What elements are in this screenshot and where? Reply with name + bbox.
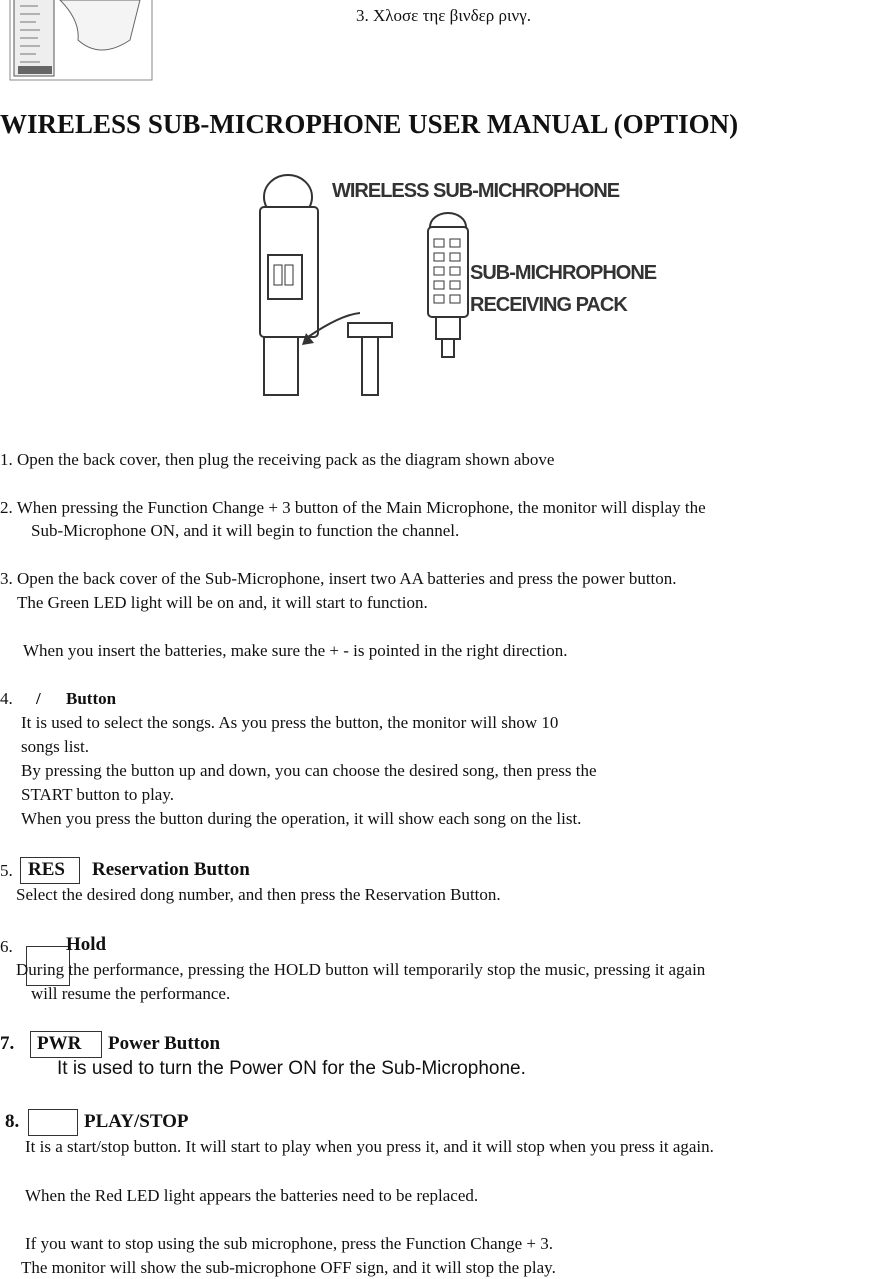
step6-title: Hold [66,934,107,955]
step3-line2: The Green LED light will be on and, it will start to function. [17,593,428,612]
step6-number: 6. [0,937,13,956]
step4-line1: It is used to select the songs. As you press the button, the monitor will show 10 [21,713,559,732]
step7-title: Power Button [108,1033,221,1054]
step4-line3: By pressing the button up and down, you can choose the desired song, then press the [21,761,597,780]
step5-number: 5. [0,861,13,880]
remote-thumbnail-image [0,0,160,86]
step8-note2: If you want to stop using the sub microphone, press the Function Change + 3. [25,1234,554,1253]
step4-separator: / [36,689,41,708]
step8-note1: When the Red LED light appears the batteries need to be replaced. [25,1186,479,1205]
step6-line2: will resume the performance. [31,984,231,1003]
step7-number: 7. [0,1033,15,1054]
step3-line1: 3. Open the back cover of the Sub-Microphone, insert two AA batteries and press the power button. [0,569,677,588]
diagram-label-pack-line2: RECEIVING PACK [470,294,627,316]
step5-title: Reservation Button [92,859,250,880]
play-stop-key-box [28,1109,78,1136]
step5-line1: Select the desired dong number, and then press the Reservation Button. [16,885,501,904]
diagram-label-main: WIRELESS SUB-MICHROPHONE [332,180,620,202]
step8-number: 8. [5,1111,20,1132]
step4-line2: songs list. [21,737,90,756]
step4-line5: When you press the button during the operation, it will show each song on the list. [21,809,582,828]
step4-title: Button [66,689,117,708]
step2-line2: Sub-Microphone ON, and it will begin to function the channel. [31,521,460,540]
step8-note3: The monitor will show the sub-microphone OFF sign, and it will stop the play. [21,1258,556,1277]
step8-title: PLAY/STOP [84,1111,189,1132]
step4-number: 4. [0,689,13,708]
step6-line1: During the performance, pressing the HOLD button will temporarily stop the music, pressing it again [16,960,706,979]
step1-text: 1. Open the back cover, then plug the receiving pack as the diagram shown above [0,450,555,469]
step8-line1: It is a start/stop button. It will start to play when you press it, and it will stop when you press it again. [25,1137,714,1156]
microphone-diagram [250,165,657,405]
pwr-key-label: PWR [37,1033,82,1054]
step2-line1: 2. When pressing the Function Change + 3 button of the Main Microphone, the monitor will display the [0,498,706,517]
res-key-label: RES [28,859,65,880]
step3-note: When you insert the batteries, make sure the + - is pointed in the right direction. [23,641,568,660]
step4-line4: START button to play. [21,785,174,804]
step3-greek-text: 3. Χλοσε τηε βινδερ ρινγ. [356,6,531,25]
diagram-label-pack-line1: SUB-MICHROPHONE [470,262,657,284]
step7-line1: It is used to turn the Power ON for the Sub-Microphone. [57,1058,526,1079]
page-title: WIRELESS SUB-MICROPHONE USER MANUAL (OPTION) [0,109,739,139]
